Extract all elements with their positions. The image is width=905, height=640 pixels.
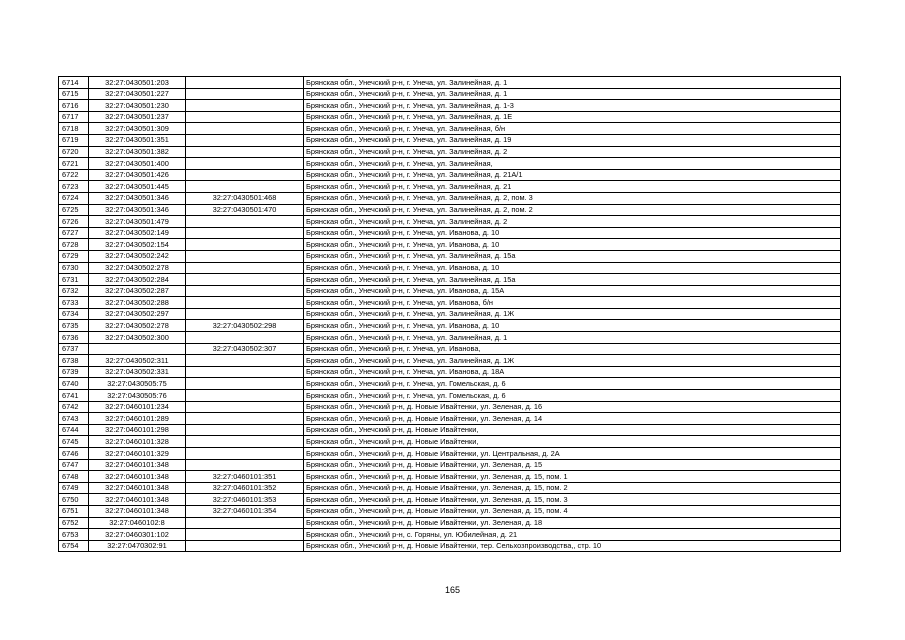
address-cell: Брянская обл., Унечский р-н, г. Унеча, ул. Залинейная, б/н <box>304 123 841 135</box>
row-number-cell: 6745 <box>59 436 89 448</box>
row-number-cell: 6753 <box>59 529 89 541</box>
table-row <box>59 111 841 123</box>
sub-object-number-cell <box>186 459 304 471</box>
sub-object-number-cell: 32:27:0430501:468 <box>186 192 304 204</box>
sub-object-number-cell <box>186 181 304 193</box>
cadastral-table <box>58 76 841 552</box>
cadastral-number-cell: 32:27:0430501:445 <box>89 181 186 193</box>
cadastral-number-cell: 32:27:0430502:311 <box>89 355 186 367</box>
row-number-cell: 6744 <box>59 424 89 436</box>
table-row <box>59 378 841 390</box>
sub-object-number-cell: 32:27:0460101:354 <box>186 505 304 517</box>
row-number-cell: 6741 <box>59 390 89 402</box>
address-cell: Брянская обл., Унечский р-н, г. Унеча, ул. Залинейная, д. 21А/1 <box>304 169 841 181</box>
row-number-cell: 6723 <box>59 181 89 193</box>
cadastral-number-cell: 32:27:0430502:149 <box>89 227 186 239</box>
cadastral-number-cell: 32:27:0460301:102 <box>89 529 186 541</box>
row-number-cell: 6734 <box>59 308 89 320</box>
row-number-cell: 6718 <box>59 123 89 135</box>
sub-object-number-cell <box>186 227 304 239</box>
cadastral-number-cell: 32:27:0460101:289 <box>89 413 186 425</box>
sub-object-number-cell <box>186 146 304 158</box>
cadastral-number-cell <box>89 343 186 355</box>
cadastral-number-cell: 32:27:0460101:329 <box>89 448 186 460</box>
row-number-cell: 6731 <box>59 274 89 286</box>
sub-object-number-cell: 32:27:0430501:470 <box>186 204 304 216</box>
table-row <box>59 274 841 286</box>
table-row <box>59 320 841 332</box>
address-cell: Брянская обл., Унечский р-н, г. Унеча, ул. Залинейная, д. 1 <box>304 88 841 100</box>
row-number-cell: 6737 <box>59 343 89 355</box>
sub-object-number-cell <box>186 378 304 390</box>
address-cell: Брянская обл., Унечский р-н, д. Новые Ивайтенки, ул. Зеленая, д. 15, пом. 3 <box>304 494 841 506</box>
row-number-cell: 6732 <box>59 285 89 297</box>
address-cell: Брянская обл., Унечский р-н, д. Новые Ивайтенки, <box>304 436 841 448</box>
row-number-cell: 6720 <box>59 146 89 158</box>
row-number-cell: 6751 <box>59 505 89 517</box>
row-number-cell: 6742 <box>59 401 89 413</box>
cadastral-number-cell: 32:27:0430502:331 <box>89 366 186 378</box>
sub-object-number-cell <box>186 77 304 89</box>
address-cell: Брянская обл., Унечский р-н, д. Новые Ивайтенки, ул. Зеленая, д. 15, пом. 2 <box>304 482 841 494</box>
row-number-cell: 6749 <box>59 482 89 494</box>
row-number-cell: 6739 <box>59 366 89 378</box>
cadastral-number-cell: 32:27:0460101:328 <box>89 436 186 448</box>
table-row <box>59 390 841 402</box>
sub-object-number-cell <box>186 285 304 297</box>
address-cell: Брянская обл., Унечский р-н, г. Унеча, ул. Иванова, д. 10 <box>304 320 841 332</box>
cadastral-number-cell: 32:27:0430501:309 <box>89 123 186 135</box>
row-number-cell: 6714 <box>59 77 89 89</box>
table-row <box>59 482 841 494</box>
table-row <box>59 100 841 112</box>
row-number-cell: 6730 <box>59 262 89 274</box>
cadastral-number-cell: 32:27:0430502:288 <box>89 297 186 309</box>
sub-object-number-cell: 32:27:0460101:353 <box>186 494 304 506</box>
table-row <box>59 471 841 483</box>
row-number-cell: 6724 <box>59 192 89 204</box>
table-row <box>59 297 841 309</box>
cadastral-number-cell: 32:27:0430501:230 <box>89 100 186 112</box>
sub-object-number-cell <box>186 239 304 251</box>
row-number-cell: 6752 <box>59 517 89 529</box>
cadastral-number-cell: 32:27:0430501:351 <box>89 134 186 146</box>
address-cell: Брянская обл., Унечский р-н, г. Унеча, ул. Иванова, д. 15А <box>304 285 841 297</box>
cadastral-number-cell: 32:27:0430501:346 <box>89 204 186 216</box>
address-cell: Брянская обл., Унечский р-н, г. Унеча, ул. Иванова, д. 10 <box>304 227 841 239</box>
row-number-cell: 6716 <box>59 100 89 112</box>
cadastral-number-cell: 32:27:0470302:91 <box>89 540 186 552</box>
table-row <box>59 494 841 506</box>
sub-object-number-cell <box>186 540 304 552</box>
table-row <box>59 262 841 274</box>
address-cell: Брянская обл., Унечский р-н, г. Унеча, ул. Иванова, д. 10 <box>304 262 841 274</box>
address-cell: Брянская обл., Унечский р-н, г. Унеча, ул. Гомельская, д. 6 <box>304 390 841 402</box>
row-number-cell: 6747 <box>59 459 89 471</box>
sub-object-number-cell <box>186 123 304 135</box>
address-cell: Брянская обл., Унечский р-н, г. Унеча, ул. Залинейная, д. 2, пом. 3 <box>304 192 841 204</box>
table-row <box>59 169 841 181</box>
table-row <box>59 413 841 425</box>
table-row <box>59 366 841 378</box>
sub-object-number-cell <box>186 250 304 262</box>
sub-object-number-cell <box>186 401 304 413</box>
table-row <box>59 285 841 297</box>
row-number-cell: 6743 <box>59 413 89 425</box>
cadastral-number-cell: 32:27:0430501:479 <box>89 216 186 228</box>
sub-object-number-cell <box>186 448 304 460</box>
sub-object-number-cell <box>186 355 304 367</box>
cadastral-number-cell: 32:27:0460101:348 <box>89 482 186 494</box>
row-number-cell: 6727 <box>59 227 89 239</box>
row-number-cell: 6750 <box>59 494 89 506</box>
cadastral-number-cell: 32:27:0460101:348 <box>89 505 186 517</box>
address-cell: Брянская обл., Унечский р-н, г. Унеча, ул. Залинейная, д. 2 <box>304 146 841 158</box>
table-row <box>59 146 841 158</box>
table-row <box>59 448 841 460</box>
table-row <box>59 77 841 89</box>
cadastral-number-cell: 32:27:0430502:242 <box>89 250 186 262</box>
cadastral-number-cell: 32:27:0430501:237 <box>89 111 186 123</box>
table-row <box>59 204 841 216</box>
cadastral-number-cell: 32:27:0430502:287 <box>89 285 186 297</box>
address-cell: Брянская обл., Унечский р-н, д. Новые Ивайтенки, ул. Зеленая, д. 15 <box>304 459 841 471</box>
cadastral-number-cell: 32:27:0460101:348 <box>89 459 186 471</box>
address-cell: Брянская обл., Унечский р-н, д. Новые Ивайтенки, ул. Зеленая, д. 15, пом. 1 <box>304 471 841 483</box>
address-cell: Брянская обл., Унечский р-н, д. Новые Ивайтенки, ул. Центральная, д. 2А <box>304 448 841 460</box>
address-cell: Брянская обл., Унечский р-н, д. Новые Ивайтенки, ул. Зеленая, д. 14 <box>304 413 841 425</box>
cadastral-number-cell: 32:27:0430501:203 <box>89 77 186 89</box>
table-row <box>59 192 841 204</box>
cadastral-number-cell: 32:27:0460101:298 <box>89 424 186 436</box>
address-cell: Брянская обл., Унечский р-н, г. Унеча, ул. Залинейная, д. 21 <box>304 181 841 193</box>
row-number-cell: 6735 <box>59 320 89 332</box>
sub-object-number-cell: 32:27:0430502:307 <box>186 343 304 355</box>
cadastral-number-cell: 32:27:0430501:227 <box>89 88 186 100</box>
table-row <box>59 540 841 552</box>
sub-object-number-cell <box>186 158 304 170</box>
cadastral-number-cell: 32:27:0430502:297 <box>89 308 186 320</box>
address-cell: Брянская обл., Унечский р-н, г. Унеча, ул. Залинейная, д. 15а <box>304 274 841 286</box>
sub-object-number-cell <box>186 308 304 320</box>
address-cell: Брянская обл., Унечский р-н, г. Унеча, ул. Залинейная, д. 2, пом. 2 <box>304 204 841 216</box>
row-number-cell: 6728 <box>59 239 89 251</box>
row-number-cell: 6722 <box>59 169 89 181</box>
sub-object-number-cell <box>186 390 304 402</box>
cadastral-number-cell: 32:27:0430501:346 <box>89 192 186 204</box>
sub-object-number-cell <box>186 274 304 286</box>
address-cell: Брянская обл., Унечский р-н, г. Унеча, ул. Залинейная, д. 1Е <box>304 111 841 123</box>
sub-object-number-cell <box>186 332 304 344</box>
row-number-cell: 6733 <box>59 297 89 309</box>
cadastral-number-cell: 32:27:0460102:8 <box>89 517 186 529</box>
address-cell: Брянская обл., Унечский р-н, г. Унеча, ул. Залинейная, <box>304 158 841 170</box>
sub-object-number-cell <box>186 88 304 100</box>
address-cell: Брянская обл., Унечский р-н, г. Унеча, ул. Залинейная, д. 1Ж <box>304 308 841 320</box>
sub-object-number-cell: 32:27:0460101:351 <box>186 471 304 483</box>
table-row <box>59 123 841 135</box>
address-cell: Брянская обл., Унечский р-н, г. Унеча, ул. Гомельская, д. 6 <box>304 378 841 390</box>
table-row <box>59 216 841 228</box>
row-number-cell: 6738 <box>59 355 89 367</box>
sub-object-number-cell <box>186 100 304 112</box>
address-cell: Брянская обл., Унечский р-н, г. Унеча, ул. Иванова, б/н <box>304 297 841 309</box>
address-cell: Брянская обл., Унечский р-н, г. Унеча, ул. Залинейная, д. 15а <box>304 250 841 262</box>
page-number: 165 <box>444 585 461 595</box>
address-cell: Брянская обл., Унечский р-н, г. Унеча, ул. Иванова, <box>304 343 841 355</box>
table-row <box>59 239 841 251</box>
table-row <box>59 332 841 344</box>
table-row <box>59 88 841 100</box>
sub-object-number-cell <box>186 169 304 181</box>
cadastral-number-cell: 32:27:0460101:348 <box>89 471 186 483</box>
row-number-cell: 6717 <box>59 111 89 123</box>
cadastral-number-cell: 32:27:0430502:284 <box>89 274 186 286</box>
row-number-cell: 6715 <box>59 88 89 100</box>
address-cell: Брянская обл., Унечский р-н, г. Унеча, ул. Залинейная, д. 19 <box>304 134 841 146</box>
table-row <box>59 134 841 146</box>
table-row <box>59 401 841 413</box>
sub-object-number-cell <box>186 413 304 425</box>
cadastral-number-cell: 32:27:0460101:348 <box>89 494 186 506</box>
table-body <box>59 77 841 552</box>
cadastral-number-cell: 32:27:0460101:234 <box>89 401 186 413</box>
cadastral-number-cell: 32:27:0430501:400 <box>89 158 186 170</box>
row-number-cell: 6754 <box>59 540 89 552</box>
row-number-cell: 6729 <box>59 250 89 262</box>
sub-object-number-cell <box>186 517 304 529</box>
cadastral-number-cell: 32:27:0430505:75 <box>89 378 186 390</box>
address-cell: Брянская обл., Унечский р-н, г. Унеча, ул. Залинейная, д. 1 <box>304 77 841 89</box>
table-row <box>59 424 841 436</box>
address-cell: Брянская обл., Унечский р-н, с. Горяны, ул. Юбилейная, д. 21 <box>304 529 841 541</box>
cadastral-number-cell: 32:27:0430502:278 <box>89 262 186 274</box>
sub-object-number-cell: 32:27:0460101:352 <box>186 482 304 494</box>
sub-object-number-cell <box>186 529 304 541</box>
row-number-cell: 6740 <box>59 378 89 390</box>
cadastral-number-cell: 32:27:0430505:76 <box>89 390 186 402</box>
cadastral-number-cell: 32:27:0430501:382 <box>89 146 186 158</box>
sub-object-number-cell <box>186 297 304 309</box>
cadastral-number-cell: 32:27:0430502:278 <box>89 320 186 332</box>
sub-object-number-cell <box>186 436 304 448</box>
address-cell: Брянская обл., Унечский р-н, г. Унеча, ул. Залинейная, д. 1-3 <box>304 100 841 112</box>
row-number-cell: 6736 <box>59 332 89 344</box>
address-cell: Брянская обл., Унечский р-н, г. Унеча, ул. Иванова, д. 10 <box>304 239 841 251</box>
address-cell: Брянская обл., Унечский р-н, д. Новые Ивайтенки, ул. Зеленая, д. 16 <box>304 401 841 413</box>
table-row <box>59 308 841 320</box>
table-row <box>59 529 841 541</box>
table-row <box>59 436 841 448</box>
address-cell: Брянская обл., Унечский р-н, г. Унеча, ул. Залинейная, д. 1 <box>304 332 841 344</box>
sub-object-number-cell <box>186 111 304 123</box>
cadastral-number-cell: 32:27:0430501:426 <box>89 169 186 181</box>
address-cell: Брянская обл., Унечский р-н, д. Новые Ивайтенки, тер. Сельхозпроизводства,, стр. 10 <box>304 540 841 552</box>
table-row <box>59 505 841 517</box>
address-cell: Брянская обл., Унечский р-н, д. Новые Ивайтенки, <box>304 424 841 436</box>
table-row <box>59 158 841 170</box>
address-cell: Брянская обл., Унечский р-н, д. Новые Ивайтенки, ул. Зеленая, д. 15, пом. 4 <box>304 505 841 517</box>
sub-object-number-cell: 32:27:0430502:298 <box>186 320 304 332</box>
table-row <box>59 250 841 262</box>
row-number-cell: 6726 <box>59 216 89 228</box>
cadastral-number-cell: 32:27:0430502:154 <box>89 239 186 251</box>
table-row <box>59 355 841 367</box>
table-row <box>59 459 841 471</box>
table-row <box>59 343 841 355</box>
row-number-cell: 6721 <box>59 158 89 170</box>
table-row <box>59 227 841 239</box>
sub-object-number-cell <box>186 424 304 436</box>
address-cell: Брянская обл., Унечский р-н, г. Унеча, ул. Иванова, д. 18А <box>304 366 841 378</box>
row-number-cell: 6748 <box>59 471 89 483</box>
address-cell: Брянская обл., Унечский р-н, д. Новые Ивайтенки, ул. Зеленая, д. 18 <box>304 517 841 529</box>
row-number-cell: 6719 <box>59 134 89 146</box>
cadastral-number-cell: 32:27:0430502:300 <box>89 332 186 344</box>
sub-object-number-cell <box>186 134 304 146</box>
sub-object-number-cell <box>186 216 304 228</box>
address-cell: Брянская обл., Унечский р-н, г. Унеча, ул. Залинейная, д. 1Ж <box>304 355 841 367</box>
table-row <box>59 181 841 193</box>
row-number-cell: 6725 <box>59 204 89 216</box>
table-row <box>59 517 841 529</box>
sub-object-number-cell <box>186 262 304 274</box>
sub-object-number-cell <box>186 366 304 378</box>
row-number-cell: 6746 <box>59 448 89 460</box>
address-cell: Брянская обл., Унечский р-н, г. Унеча, ул. Залинейная, д. 2 <box>304 216 841 228</box>
